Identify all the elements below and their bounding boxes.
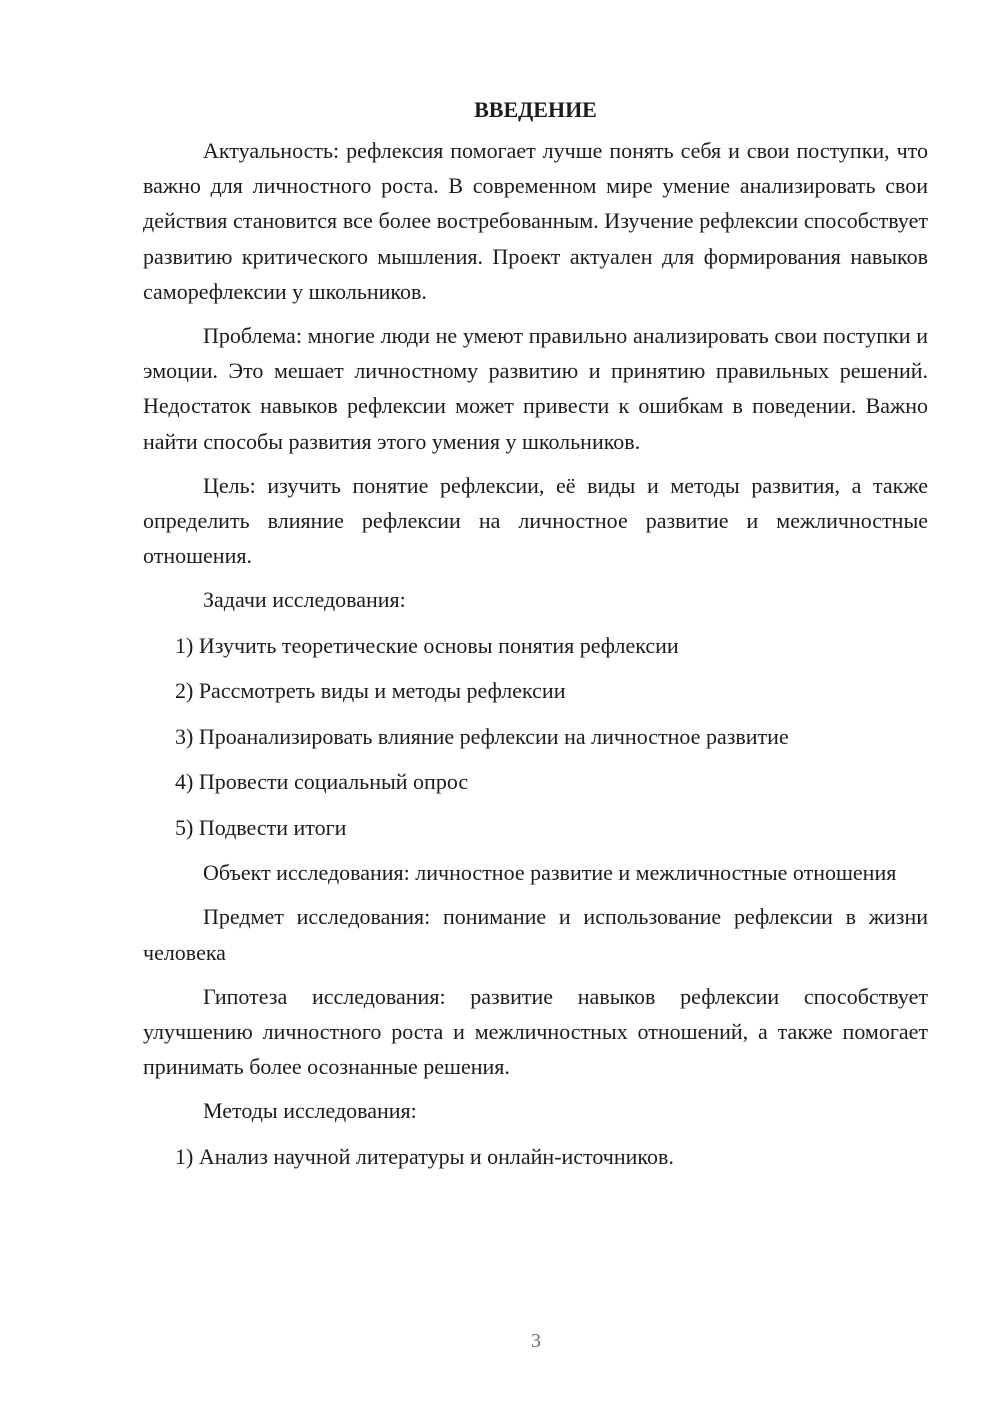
task-item: 4) Провести социальный опрос (175, 769, 469, 795)
page-number: 3 (531, 1330, 541, 1352)
task-item: 5) Подвести итоги (175, 814, 347, 840)
hypothesis-paragraph: Гипотеза исследования: развитие навыков рефлексии способствует улучшению личностного роста и межличностных отношений, а также помогает принимать более осознанные решения. (143, 983, 928, 1080)
subject-paragraph: Предмет исследования: понимание и использование рефлексии в жизни человека (143, 904, 928, 965)
methods-list (143, 1139, 928, 1174)
goal-paragraph: Цель: изучить понятие рефлексии, её виды и методы развития, а также определить влияние рефлексии на личностное развитие и межличностные отношения. (143, 472, 928, 569)
task-item: 1) Изучить теоретические основы понятия рефлексии (175, 632, 679, 658)
page-title: ВВЕДЕНИЕ (474, 97, 597, 122)
relevance-paragraph: Актуальность: рефлексия помогает лучше понять себя и свои поступки, что важно для личностного роста. В современном мире умение анализировать свои действия становится все более востребованным. Изучение рефлексии способствует развитию критического мышления. Проект актуален для формирования навыков саморефлексии у школьников. (143, 138, 928, 304)
methods-label: Методы исследования: (203, 1098, 417, 1124)
task-item: 3) Проанализировать влияние рефлексии на личностное развитие (175, 723, 789, 749)
method-item: 1) Анализ научной литературы и онлайн-источников. (175, 1143, 674, 1169)
tasks-label: Задачи исследования: (203, 587, 406, 613)
tasks-list (143, 628, 928, 845)
document-page (143, 92, 928, 1184)
problem-paragraph: Проблема: многие люди не умеют правильно анализировать свои поступки и эмоции. Это мешает личностному развитию и принятию правильных решений. Недостаток навыков рефлексии может привести к ошибкам в поведении. Важно найти способы развития этого умения у школьников. (143, 323, 928, 454)
task-item: 2) Рассмотреть виды и методы рефлексии (175, 678, 566, 704)
object-paragraph: Объект исследования: личностное развитие и межличностные отношения (203, 860, 897, 886)
